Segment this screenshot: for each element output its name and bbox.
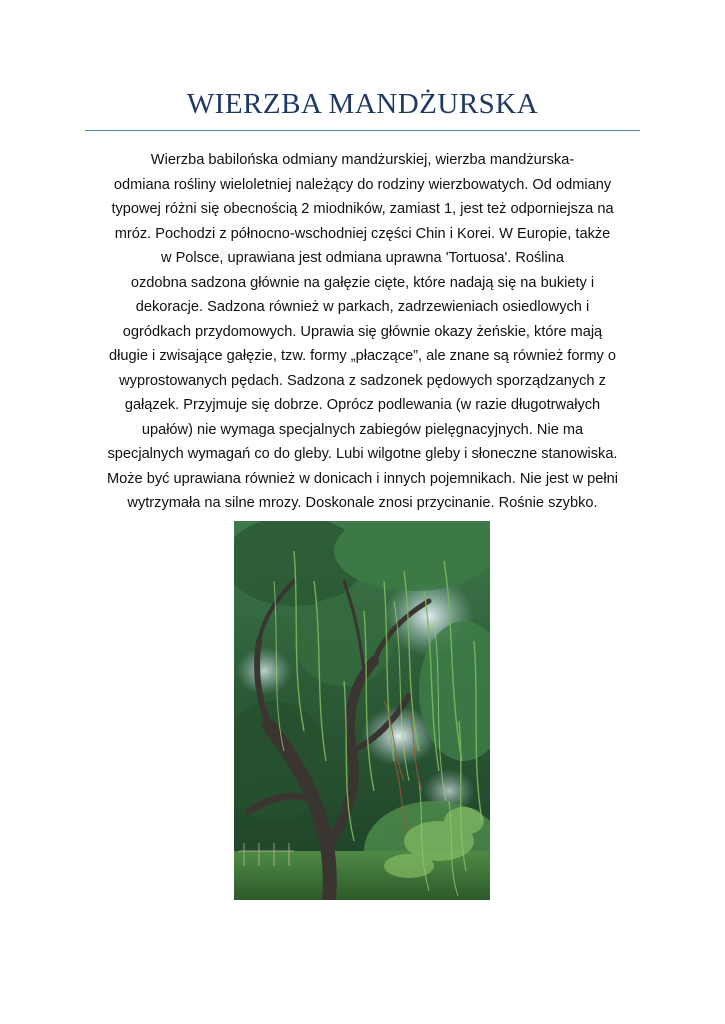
paragraph-line: upałów) nie wymaga specjalnych zabiegów pielęgnacyjnych. Nie ma	[141, 421, 584, 438]
paragraph-line: długie i zwisające gałęzie, tzw. formy „płaczące”, ale znane są również formy o	[109, 348, 616, 364]
paragraph-line: odmiana rośliny wieloletniej należący do rodziny wierzbowatych. Od odmiany	[113, 176, 612, 193]
paragraph-line: specjalnych wymagań co do gleby. Lubi wilgotne gleby i słoneczne stanowiska.	[107, 446, 618, 462]
page-title: WIERZBA MANDŻURSKA	[186, 88, 539, 120]
paragraph-line: wyprostowanych pędach. Sadzona z sadzonek pędowych sporządzanych z	[119, 372, 606, 389]
paragraph-line: dekoracje. Sadzona również w parkach, zadrzewieniach osiedlowych i	[135, 299, 590, 315]
willow-tree-photo	[234, 521, 490, 900]
willow-tree-image	[234, 521, 490, 900]
paragraph-line: ozdobna sadzona głównie na gałęzie cięte, które nadają się na bukiety i	[130, 274, 595, 291]
paragraph-line: gałązek. Przyjmuje się dobrze. Oprócz podlewania (w razie długotrwałych	[124, 397, 601, 413]
paragraph-line: w Polsce, uprawiana jest odmiana uprawna 'Tortuosa'. Roślina	[160, 250, 565, 266]
paragraph-line: Może być uprawiana również w donicach i innych pojemnikach. Nie jest w pełni	[106, 470, 619, 487]
title-underline-divider	[85, 130, 640, 131]
description-paragraph	[80, 148, 645, 516]
paragraph-line: wytrzymała na silne mrozy. Doskonale znosi przycinanie. Rośnie szybko.	[127, 495, 598, 511]
paragraph-line: mróz. Pochodzi z północno-wschodniej części Chin i Korei. W Europie, także	[114, 225, 611, 242]
paragraph-line: Wierzba babilońska odmiany mandżurskiej, wierzba mandżurska-	[150, 152, 575, 168]
paragraph-line: typowej różni się obecnością 2 miodników, zamiast 1, jest też odporniejsza na	[111, 201, 614, 217]
paragraph-line: ogródkach przydomowych. Uprawia się głównie okazy żeńskie, które mają	[122, 323, 603, 340]
